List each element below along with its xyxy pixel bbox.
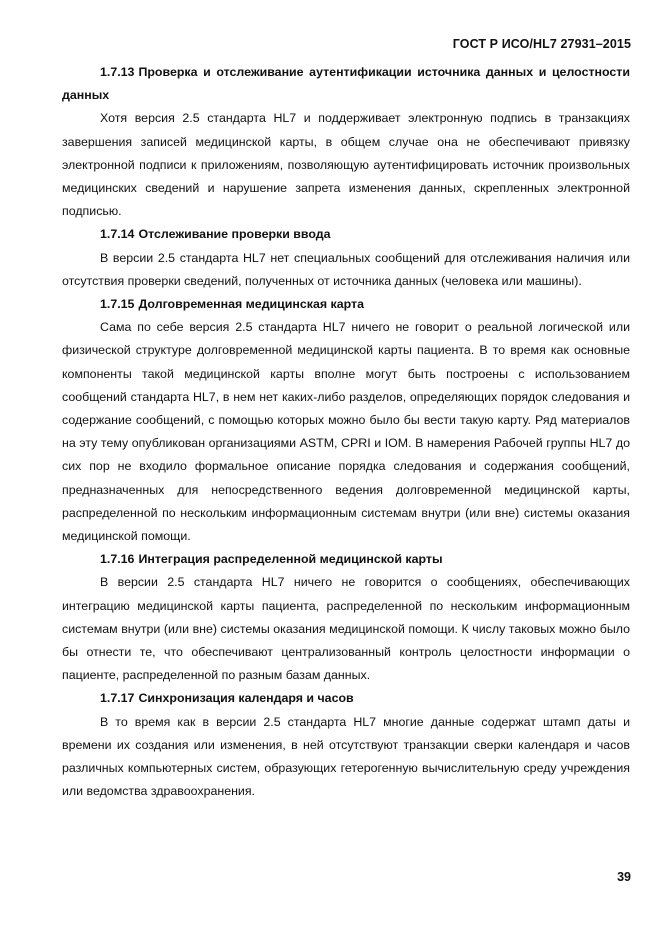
section-title: Отслеживание проверки ввода (138, 227, 331, 242)
section-heading (62, 293, 630, 316)
section-title: Долговременная медицинская карта (138, 297, 365, 312)
section-number: 1.7.16 (100, 552, 135, 567)
body-paragraph: Хотя версия 2.5 стандарта HL7 и поддерживает электронную подпись в транзакциях завершения записей медицинской карты, в общем случае она не обеспечивают привязку электронной подписи к приложениям, позволяющую аутентифицировать источник произвольных медицинских сведений и нарушение запрета изменения данных, скрепленных электронной подписью. (62, 111, 630, 219)
section-number: 1.7.15 (100, 297, 135, 312)
document-code-header: ГОСТ Р ИСО/HL7 27931–2015 (452, 37, 631, 51)
page-number: 39 (617, 870, 631, 884)
body-paragraph: Сама по себе версия 2.5 стандарта HL7 ничего не говорит о реальной логической или физической структуре долговременной медицинской карты пациента. В то время как основные компоненты такой медицинской карты вполне могут быть построены с использованием сообщений стандарта HL7, в нем нет каких-либо разделов, определяющих порядок следования и содержание сообщений, с помощью которых можно было бы вести такую карту. Ряд материалов на эту тему опубликован организациями ASTM, CPRI и IOM. В намерения Рабочей группы HL7 до сих пор не входило формальное описание порядка следования и содержания сообщений, предназначенных для непосредственного ведения долговременной медицинской карты, распределенной по нескольким информационным системам внутри (или вне) системы оказания медицинской помощи. (62, 320, 630, 544)
document-body (62, 61, 630, 804)
section-heading (62, 687, 630, 710)
section-title: Синхронизация календаря и часов (138, 691, 354, 706)
section-number: 1.7.14 (100, 227, 135, 242)
section-title: Интеграция распределенной медицинской карты (138, 552, 443, 567)
body-paragraph: В версии 2.5 стандарта HL7 ничего не говорится о сообщениях, обеспечивающих интеграцию медицинской карты пациента, распределенной по нескольким информационным системам внутри (или вне) системы оказания медицинской помощи. К числу таковых можно было бы отнести те, что обеспечивают централизованный контроль целостности информации о пациенте, распределенной по разным базам данных. (62, 575, 630, 683)
body-paragraph: В версии 2.5 стандарта HL7 нет специальных сообщений для отслеживания наличия или отсутствия проверки сведений, полученных от источника данных (человека или машины). (62, 250, 630, 288)
section-number: 1.7.13 (100, 65, 135, 79)
section-heading (62, 223, 630, 246)
section-title: Проверка и отслеживание аутентификации источника данных и целостности данных (62, 65, 630, 103)
section-number: 1.7.17 (100, 691, 135, 706)
section-heading (62, 61, 630, 107)
body-paragraph: В то время как в версии 2.5 стандарта HL7 многие данные содержат штамп даты и времени их создания или изменения, в ней отсутствуют транзакции сверки календаря и часов различных компьютерных систем, образующих гетерогенную вычислительную среду учреждения или ведомства здравоохранения. (62, 714, 630, 799)
section-heading (62, 548, 630, 571)
